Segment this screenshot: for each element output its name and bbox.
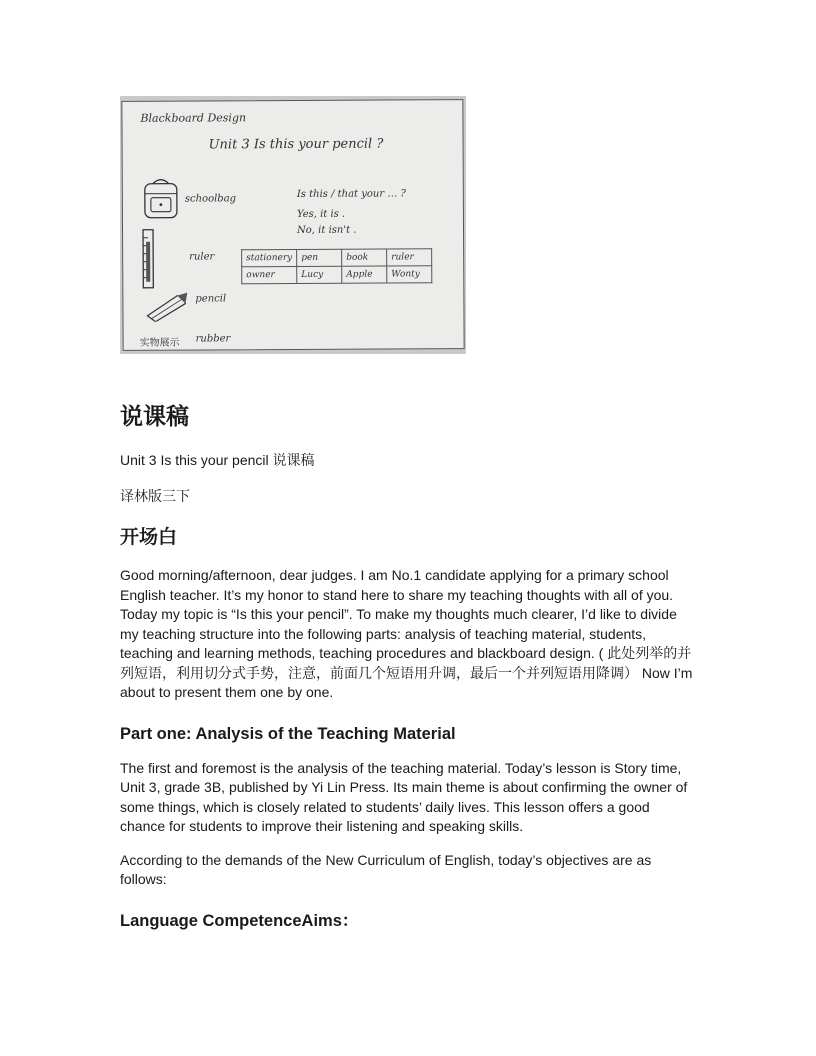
photo-vocab-rubber: rubber: [195, 333, 231, 345]
photo-vocab-schoolbag: schoolbag: [184, 193, 237, 205]
pencil-icon: [143, 292, 187, 322]
table-cell: stationery: [242, 249, 297, 266]
document-title: 说课稿: [120, 404, 189, 430]
table-cell: owner: [242, 266, 297, 283]
ruler-icon: [137, 228, 159, 290]
photo-vocab-ruler: ruler: [189, 251, 215, 263]
schoolbag-icon: [139, 176, 183, 222]
photo-heading: Blackboard Design: [140, 111, 247, 125]
stationery-owner-table: [241, 248, 432, 284]
photo-unit-line: Unit 3 Is this your pencil ?: [208, 136, 384, 153]
photo-vocab-pencil: pencil: [195, 293, 227, 305]
opening-paragraph: Good morning/afternoon, dear judges. I am No.1 candidate applying for a primary school English teacher. It’s my honor to stand here to share my teaching thoughts with all of you. Today my topic is “Is this your pencil”. To make my thoughts much clearer, I’d like to divide my teaching structure into the following parts: analysis of teaching material, students, teaching and learning methods, teaching procedures and blackboard design. ( 此处列举的并列短语，利用切分式手势，注意，前面几个短语用升调，最后一个并列短语用降调） Now I’m about to present them one by one.: [120, 567, 693, 700]
opening-heading: 开场白: [120, 526, 178, 548]
photo-note: 实物展示: [139, 337, 180, 349]
table-row: [242, 266, 432, 284]
part-one-paragraph: The first and foremost is the analysis of the teaching material. Today’s lesson is Story time, Unit 3, grade 3B, published by Yi Lin Press. Its main theme is about confirming the owner of some things, which is closely related to students’ daily lives. This lesson offers a good chance for students to improve their listening and speaking skills.: [120, 759, 688, 834]
blackboard-sheet: [121, 99, 464, 351]
table-cell: Wonty: [387, 266, 432, 283]
table-cell: book: [342, 249, 387, 266]
photo-sentence-1: Is this / that your … ?: [296, 188, 406, 200]
photo-sentence-2: Yes, it is .: [296, 208, 346, 220]
objectives-paragraph: According to the demands of the New Curriculum of English, today’s objectives are as follows:: [120, 851, 652, 887]
document-page: [120, 96, 696, 932]
table-cell: pen: [297, 249, 342, 266]
table-cell: Lucy: [297, 266, 342, 283]
table-row: [242, 249, 432, 267]
language-aims-heading: Language CompetenceAims：: [120, 911, 359, 930]
photo-sentence-3: No, it isn't .: [296, 224, 357, 236]
table-cell: Apple: [342, 266, 387, 283]
edition-label: 译林版三下: [120, 488, 190, 504]
blackboard-design-photo: [120, 96, 466, 354]
table-cell: ruler: [387, 249, 432, 266]
part-one-heading: Part one: Analysis of the Teaching Material: [120, 724, 456, 743]
document-subtitle: Unit 3 Is this your pencil 说课稿: [120, 452, 315, 468]
